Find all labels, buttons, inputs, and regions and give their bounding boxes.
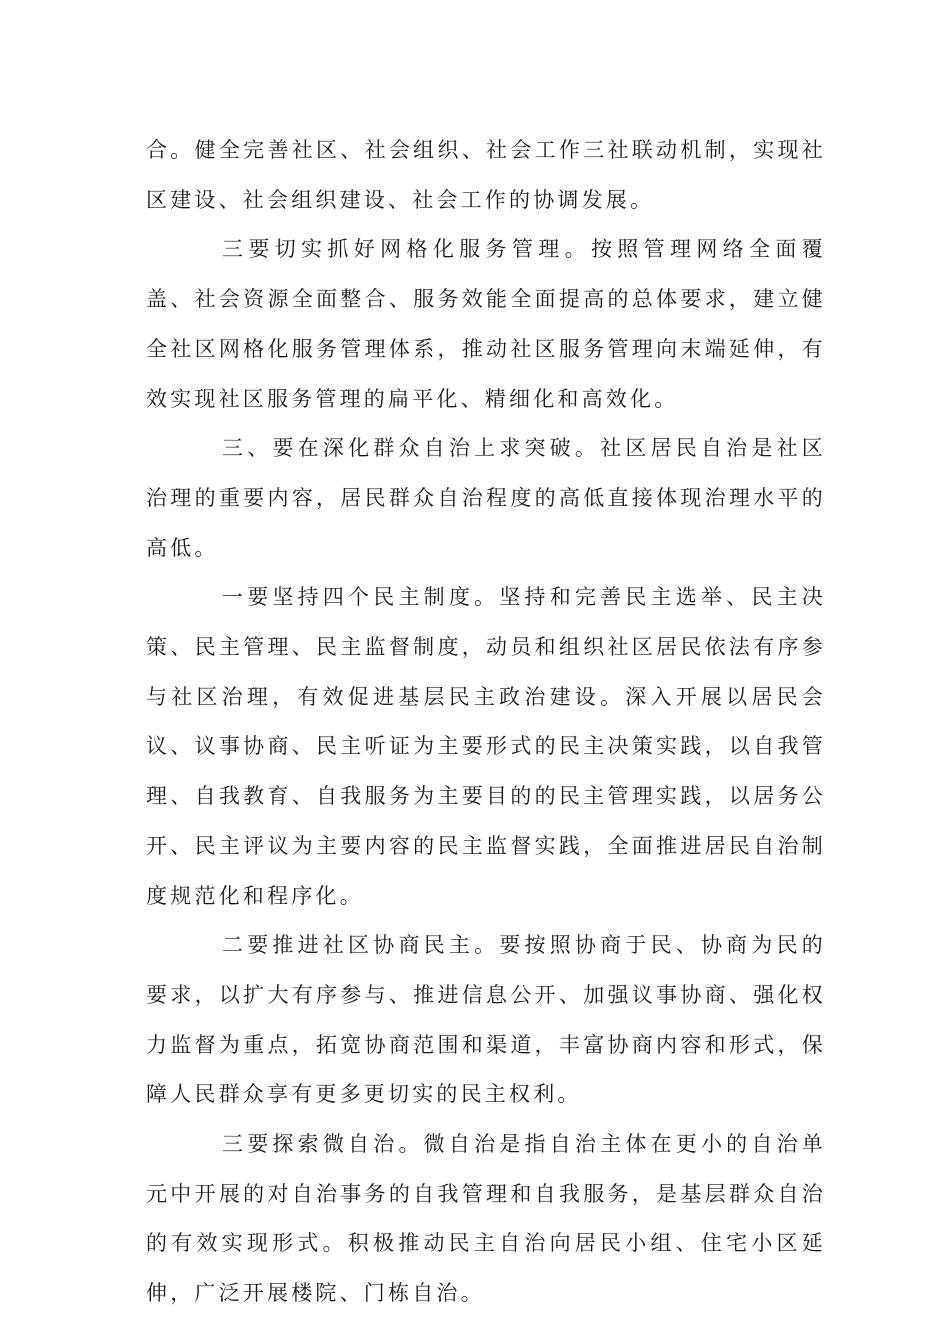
paragraph-grid-service-management: 三要切实抓好网格化服务管理。按照管理网络全面覆盖、社会资源全面整合、服务效能全面提高的总体要求，建立健全社区网格化服务管理体系，推动社区服务管理向末端延伸，有效实现社区服务管理的扁平化、精细化和高效化。	[146, 237, 826, 411]
paragraph-mass-self-governance: 三、要在深化群众自治上求突破。社区居民自治是社区治理的重要内容，居民群众自治程度的高低直接体现治理水平的高低。	[146, 436, 826, 560]
paragraph-community-consultative-democracy: 二要推进社区协商民主。要按照协商于民、协商为民的要求，以扩大有序参与、推进信息公开、加强议事协商、强化权力监督为重点，拓宽协商范围和渠道，丰富协商内容和形式，保障人民群众享有更多更切实的民主权利。	[146, 933, 826, 1107]
document-body	[146, 126, 826, 1319]
paragraph-micro-self-governance: 三要探索微自治。微自治是指自治主体在更小的自治单元中开展的对自治事务的自我管理和自我服务，是基层群众自治的有效实现形式。积极推动民主自治向居民小组、住宅小区延伸，广泛开展楼院、门栋自治。	[146, 1132, 826, 1306]
paragraph-four-democratic-systems: 一要坚持四个民主制度。坚持和完善民主选举、民主决策、民主管理、民主监督制度，动员和组织社区居民依法有序参与社区治理，有效促进基层民主政治建设。深入开展以居民会议、议事协商、民主听证为主要形式的民主决策实践，以自我管理、自我教育、自我服务为主要目的的民主管理实践，以居务公开、民主评议为主要内容的民主监督实践，全面推进居民自治制度规范化和程序化。	[146, 585, 826, 908]
paragraph-three-social-linkage: 合。健全完善社区、社会组织、社会工作三社联动机制，实现社区建设、社会组织建设、社会工作的协调发展。	[146, 138, 826, 212]
